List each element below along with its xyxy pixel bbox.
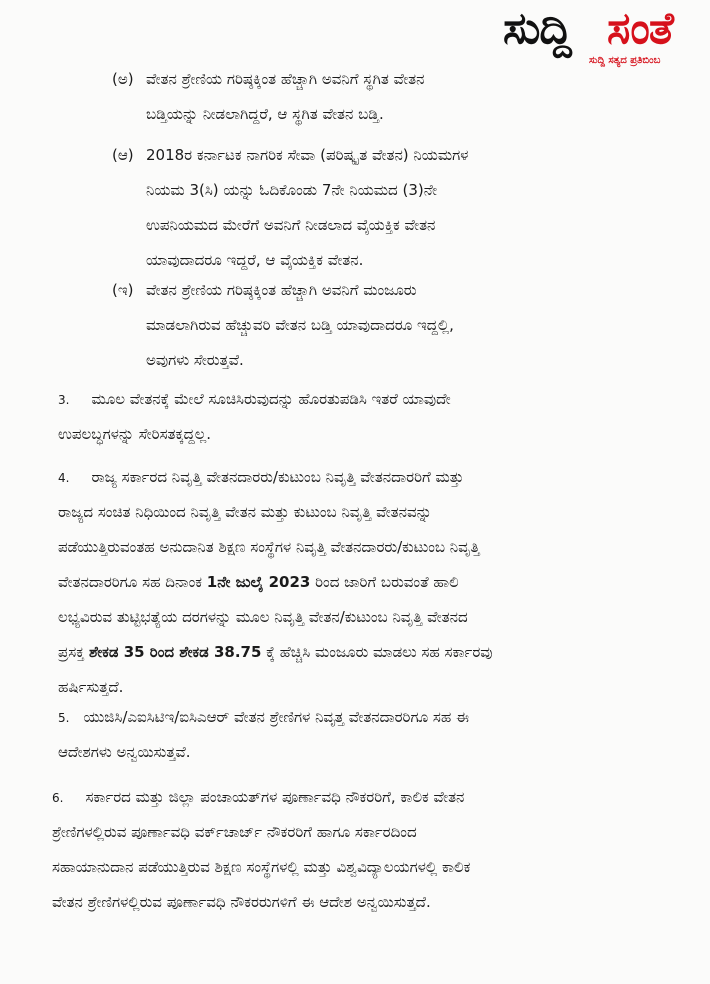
rate-change: ಶೇಕಡ 35 ರಿಂದ ಶೇಕಡ 38.75 [89, 643, 262, 661]
paragraph-number: 4. [58, 471, 70, 485]
paragraph-line: ಉಪಲಬ್ಧಗಳನ್ನು ಸೇರಿಸತಕ್ಕದ್ದಲ್ಲ. [58, 425, 211, 443]
paragraph-line: ಸರ್ಕಾರದ ಮತ್ತು ಜಿಲ್ಲಾ ಪಂಚಾಯತ್‌ಗಳ ಪೂರ್ಣಾವಧಿ ನೌಕರರಿಗೆ, ಕಾಲಿಕ ವೇತನ [85, 788, 465, 806]
paragraph-5 [58, 700, 469, 770]
paragraph-line: ರಾಜ್ಯದ ಸಂಚಿತ ನಿಧಿಯಿಂದ ನಿವೃತ್ತಿ ವೇತನ ಮತ್ತು ಕುಟುಂಬ ನಿವೃತ್ತಿ ವೇತನವನ್ನು [58, 503, 432, 521]
logo-word-santhe: ಸಂತೆ [607, 3, 673, 54]
logo-tagline: ಸುದ್ದಿ ಸತ್ಯದ ಪ್ರತಿಬಿಂಬ [589, 55, 661, 66]
paragraph-number: 3. [58, 393, 70, 407]
paragraph-text: ಕ್ಕೆ ಹೆಚ್ಚಿಸಿ ಮಂಜೂರು ಮಾಡಲು ಸಹ ಸರ್ಕಾರವು [261, 643, 493, 661]
paragraph-line: ಲಭ್ಯವಿರುವ ತುಟ್ಟಿಭತ್ಯೆಯ ದರಗಳನ್ನು ಮೂಲ ನಿವೃತ್ತಿ ವೇತನ/ಕುಟುಂಬ ನಿವೃತ್ತಿ ವೇತನದ [58, 608, 468, 626]
paragraph-3 [58, 382, 451, 452]
paragraph-line: ಶ್ರೇಣಿಗಳಲ್ಲಿರುವ ಪೂರ್ಣಾವಧಿ ವರ್ಕ್‌ಚಾರ್ಜ್ ನೌಕರರಿಗೆ ಹಾಗೂ ಸರ್ಕಾರದಿಂದ [52, 823, 417, 841]
paragraph-number: 6. [52, 791, 64, 805]
effective-date: 1ನೇ ಜುಲೈ 2023 [206, 573, 311, 591]
paragraph-text: ಪ್ರಸಕ್ತ [58, 643, 90, 661]
paragraph-line: ರಾಜ್ಯ ಸರ್ಕಾರದ ನಿವೃತ್ತಿ ವೇತನದಾರರು/ಕುಟುಂಬ ನಿವೃತ್ತಿ ವೇತನದಾರರಿಗೆ ಮತ್ತು [91, 468, 464, 486]
clause-marker: (ಇ) [112, 281, 134, 299]
paragraph-line: ಹರ್ಷಿಸುತ್ತದೆ. [58, 678, 124, 696]
paragraph-4 [58, 460, 493, 705]
paragraph-6 [52, 780, 470, 920]
paragraph-text: ವೇತನದಾರರಿಗೂ ಸಹ ದಿನಾಂಕ [58, 573, 207, 591]
paragraph-text: ರಿಂದ ಜಾರಿಗೆ ಬರುವಂತೆ ಹಾಲಿ [310, 573, 459, 591]
clause-line: ವೇತನ ಶ್ರೇಣಿಯ ಗರಿಷ್ಠಕ್ಕಿಂತ ಹೆಚ್ಚಾಗಿ ಅವನಿಗೆ ಮಂಜೂರು [146, 281, 417, 299]
paragraph-line: ಸಹಾಯಾನುದಾನ ಪಡೆಯುತ್ತಿರುವ ಶಿಕ್ಷಣ ಸಂಸ್ಥೆಗಳಲ್ಲಿ ಮತ್ತು ವಿಶ್ವವಿದ್ಯಾಲಯಗಳಲ್ಲಿ ಕಾಲಿಕ [52, 858, 471, 876]
paragraph-line: ಪಡೆಯುತ್ತಿರುವಂತಹ ಅನುದಾನಿತ ಶಿಕ್ಷಣ ಸಂಸ್ಥೆಗಳ ನಿವೃತ್ತಿ ವೇತನದಾರರು/ಕುಟುಂಬ ನಿವೃತ್ತಿ [58, 538, 480, 556]
paragraph-line: ಯುಜಿಸಿ/ಎಐಸಿಟಿಇ/ಐಸಿಎಆರ್ ವೇತನ ಶ್ರೇಣಿಗಳ ನಿವೃತ್ತ ವೇತನದಾರರಿಗೂ ಸಹ ಈ [83, 708, 470, 726]
clause-line: ಅವುಗಳು ಸೇರುತ್ತವೆ. [146, 351, 244, 369]
clause-line: ಯಾವುದಾದರೂ ಇದ್ದರೆ, ಆ ವೈಯಕ್ತಿಕ ವೇತನ. [146, 251, 364, 269]
clause-marker: (ಅ) [112, 70, 134, 88]
clause-line: ಮಾಡಲಾಗಿರುವ ಹೆಚ್ಚುವರಿ ವೇತನ ಬಡ್ತಿ ಯಾವುದಾದರೂ ಇದ್ದಲ್ಲಿ, [146, 316, 454, 334]
clause-line: ನಿಯಮ 3(ಸಿ) ಯನ್ನು ಓದಿಕೊಂಡು 7ನೇ ನಿಯಮದ (3)ನೇ [146, 181, 438, 199]
paragraph-line: ವೇತನ ಶ್ರೇಣಿಗಳಲ್ಲಿರುವ ಪೂರ್ಣಾವಧಿ ನೌಕರರುಗಳಿಗೆ ಈ ಆದೇಶ ಅನ್ವಯಿಸುತ್ತದೆ. [52, 893, 431, 911]
paragraph-number: 5. [58, 711, 70, 725]
clause-line: ಬಡ್ತಿಯನ್ನು ನೀಡಲಾಗಿದ್ದರೆ, ಆ ಸ್ಥಗಿತ ವೇತನ ಬಡ್ತಿ. [146, 105, 384, 123]
logo-word-suddi: ಸುದ್ದಿ [503, 3, 571, 54]
clause-line: 2018ರ ಕರ್ನಾಟಕ ನಾಗರಿಕ ಸೇವಾ (ಪರಿಷ್ಕೃತ ವೇತನ) ನಿಯಮಗಳ [146, 146, 469, 164]
clause-line: ವೇತನ ಶ್ರೇಣಿಯ ಗರಿಷ್ಠಕ್ಕಿಂತ ಹೆಚ್ಚಾಗಿ ಅವನಿಗೆ ಸ್ಥಗಿತ ವೇತನ [146, 70, 425, 88]
paragraph-line: ಆದೇಶಗಳು ಅನ್ವಯಿಸುತ್ತವೆ. [58, 743, 191, 761]
clause-marker: (ಆ) [112, 146, 134, 164]
paragraph-line: ಮೂಲ ವೇತನಕ್ಕೆ ಮೇಲೆ ಸೂಚಿಸಿರುವುದನ್ನು ಹೊರತುಪಡಿಸಿ ಇತರೆ ಯಾವುದೇ [91, 390, 451, 408]
clause-line: ಉಪನಿಯಮದ ಮೇರೆಗೆ ಅವನಿಗೆ ನೀಡಲಾದ ವೈಯಕ್ತಿಕ ವೇತನ [146, 216, 436, 234]
news-logo [503, 2, 703, 72]
